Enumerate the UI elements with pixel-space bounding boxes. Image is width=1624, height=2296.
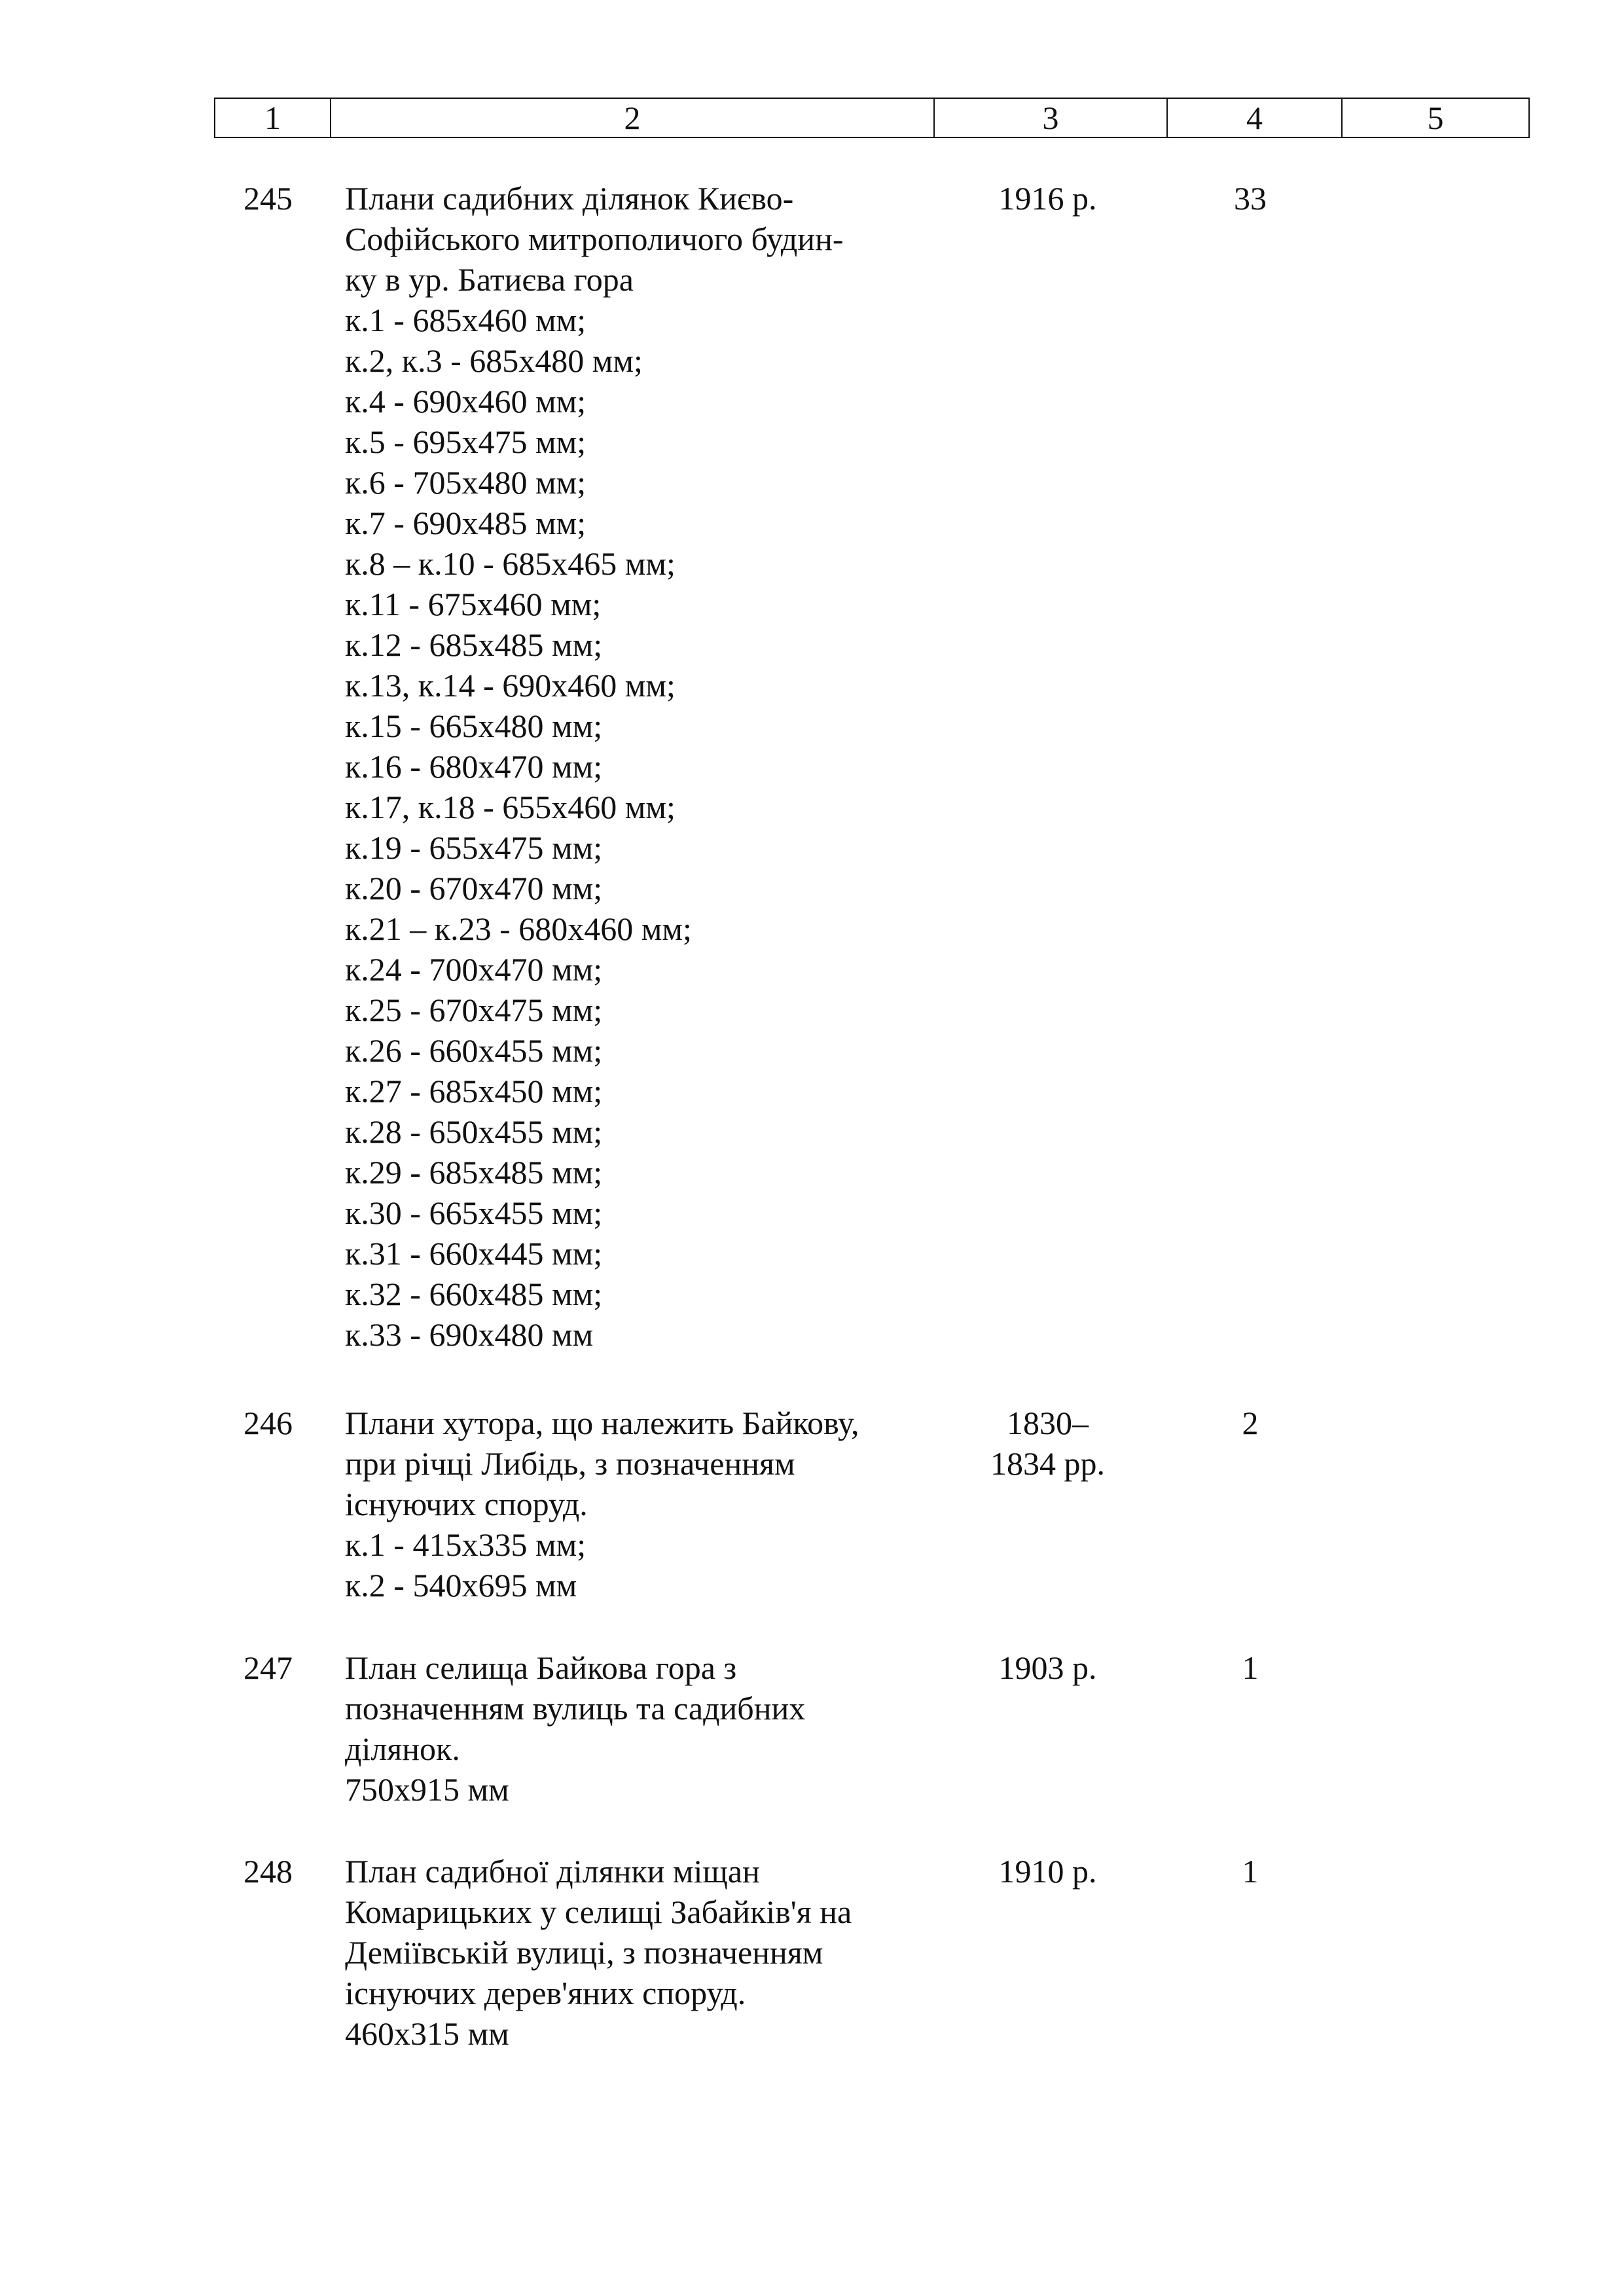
entry-title-line: ку в ур. Батиєва гора (345, 261, 634, 298)
sheet-size: к.25 - 670x475 мм; (345, 992, 603, 1028)
sheet-size: к.19 - 655x475 мм; (345, 829, 603, 866)
entry-date (922, 1647, 1174, 1688)
sheet-size: 460x315 мм (345, 2015, 509, 2052)
column-number-2: 2 (331, 98, 934, 137)
sheet-size: к.31 - 660x445 мм; (345, 1235, 603, 1272)
entry-date (922, 1851, 1174, 1892)
sheet-size: к.30 - 665x455 мм; (345, 1194, 603, 1231)
entry-title-line: Плани садибних ділянок Києво- (345, 180, 794, 217)
column-number-3: 3 (934, 98, 1167, 137)
sheet-size: к.1 - 415x335 мм; (345, 1526, 586, 1563)
column-number-5: 5 (1342, 98, 1529, 137)
entry-date (922, 1403, 1174, 1484)
entry-title-line: позначенням вулиць та садибних (345, 1690, 806, 1727)
entry-title-line: План селища Байкова гора з (345, 1649, 737, 1686)
sheet-size: к.17, к.18 - 655x460 мм; (345, 789, 676, 825)
entry-description (345, 178, 916, 1355)
sheet-size: к.20 - 670x470 мм; (345, 870, 603, 906)
entry-number: 245 (244, 180, 293, 217)
entry-sheet-count: 1 (1242, 1649, 1259, 1686)
sheet-size: к.12 - 685x485 мм; (345, 626, 603, 663)
sheet-size: к.4 - 690x460 мм; (345, 383, 586, 420)
entry-sheet-count: 33 (1234, 180, 1267, 217)
sheet-size: к.29 - 685x485 мм; (345, 1154, 603, 1191)
sheet-size: к.1 - 685x460 мм; (345, 302, 586, 338)
sheet-size: к.32 - 660x485 мм; (345, 1276, 603, 1312)
entry-date (922, 178, 1174, 219)
entry-date-line: 1903 р. (998, 1649, 1097, 1686)
entry-number: 247 (244, 1649, 293, 1686)
sheet-size: к.2 - 540x695 мм (345, 1567, 577, 1604)
column-number-row (215, 98, 1529, 137)
entry-title-line: Софійського митрополичого будин- (345, 221, 844, 257)
sheet-size: к.15 - 665x480 мм; (345, 708, 603, 744)
column-number-header (214, 98, 1530, 138)
entry-date-line: 1916 р. (998, 180, 1097, 217)
sheet-size: к.27 - 685x450 мм; (345, 1073, 603, 1109)
entry-title-line: ділянок. (345, 1731, 460, 1767)
sheet-size: 750x915 мм (345, 1771, 509, 1808)
sheet-size: к.13, к.14 - 690x460 мм; (345, 667, 676, 704)
sheet-size: к.24 - 700x470 мм; (345, 951, 603, 988)
sheet-size: к.28 - 650x455 мм; (345, 1113, 603, 1150)
entry-title-line: План садибної ділянки міщан (345, 1853, 760, 1890)
sheet-size: к.21 – к.23 - 680x460 мм; (345, 910, 692, 947)
entry-title-line: існуючих дерев'яних споруд. (345, 1975, 746, 2011)
sheet-size: к.11 - 675x460 мм; (345, 586, 602, 622)
entry-description (345, 1647, 916, 1810)
sheet-size: к.6 - 705x480 мм; (345, 464, 586, 501)
entry-date-line: 1910 р. (998, 1853, 1097, 1890)
entry-title-line: Плани хутора, що належить Байкову, (345, 1405, 859, 1441)
sheet-size: к.16 - 680x470 мм; (345, 748, 603, 785)
entry-description (345, 1403, 916, 1605)
entry-number: 248 (244, 1853, 293, 1890)
entry-sheet-count: 1 (1242, 1853, 1259, 1890)
entry-date-line: 1834 рр. (990, 1445, 1105, 1482)
sheet-size: к.33 - 690x480 мм (345, 1316, 594, 1353)
entry-title-line: існуючих споруд. (345, 1486, 588, 1522)
sheet-size: к.7 - 690x485 мм; (345, 505, 586, 541)
sheet-size: к.5 - 695x475 мм; (345, 423, 586, 460)
entry-number: 246 (244, 1405, 293, 1441)
entry-title-line: при річці Либідь, з позначенням (345, 1445, 795, 1482)
sheet-size: к.26 - 660x455 мм; (345, 1032, 603, 1069)
column-number-4: 4 (1167, 98, 1342, 137)
entry-title-line: Деміївській вулиці, з позначенням (345, 1934, 823, 1971)
entry-sheet-count: 2 (1242, 1405, 1259, 1441)
sheet-size: к.8 – к.10 - 685x465 мм; (345, 545, 676, 582)
entry-description (345, 1851, 916, 2054)
entry-title-line: Комарицьких у селищі Забайків'я на (345, 1893, 852, 1930)
entry-date-line: 1830– (1007, 1405, 1089, 1441)
column-number-1: 1 (215, 98, 331, 137)
sheet-size: к.2, к.3 - 685x480 мм; (345, 342, 643, 379)
